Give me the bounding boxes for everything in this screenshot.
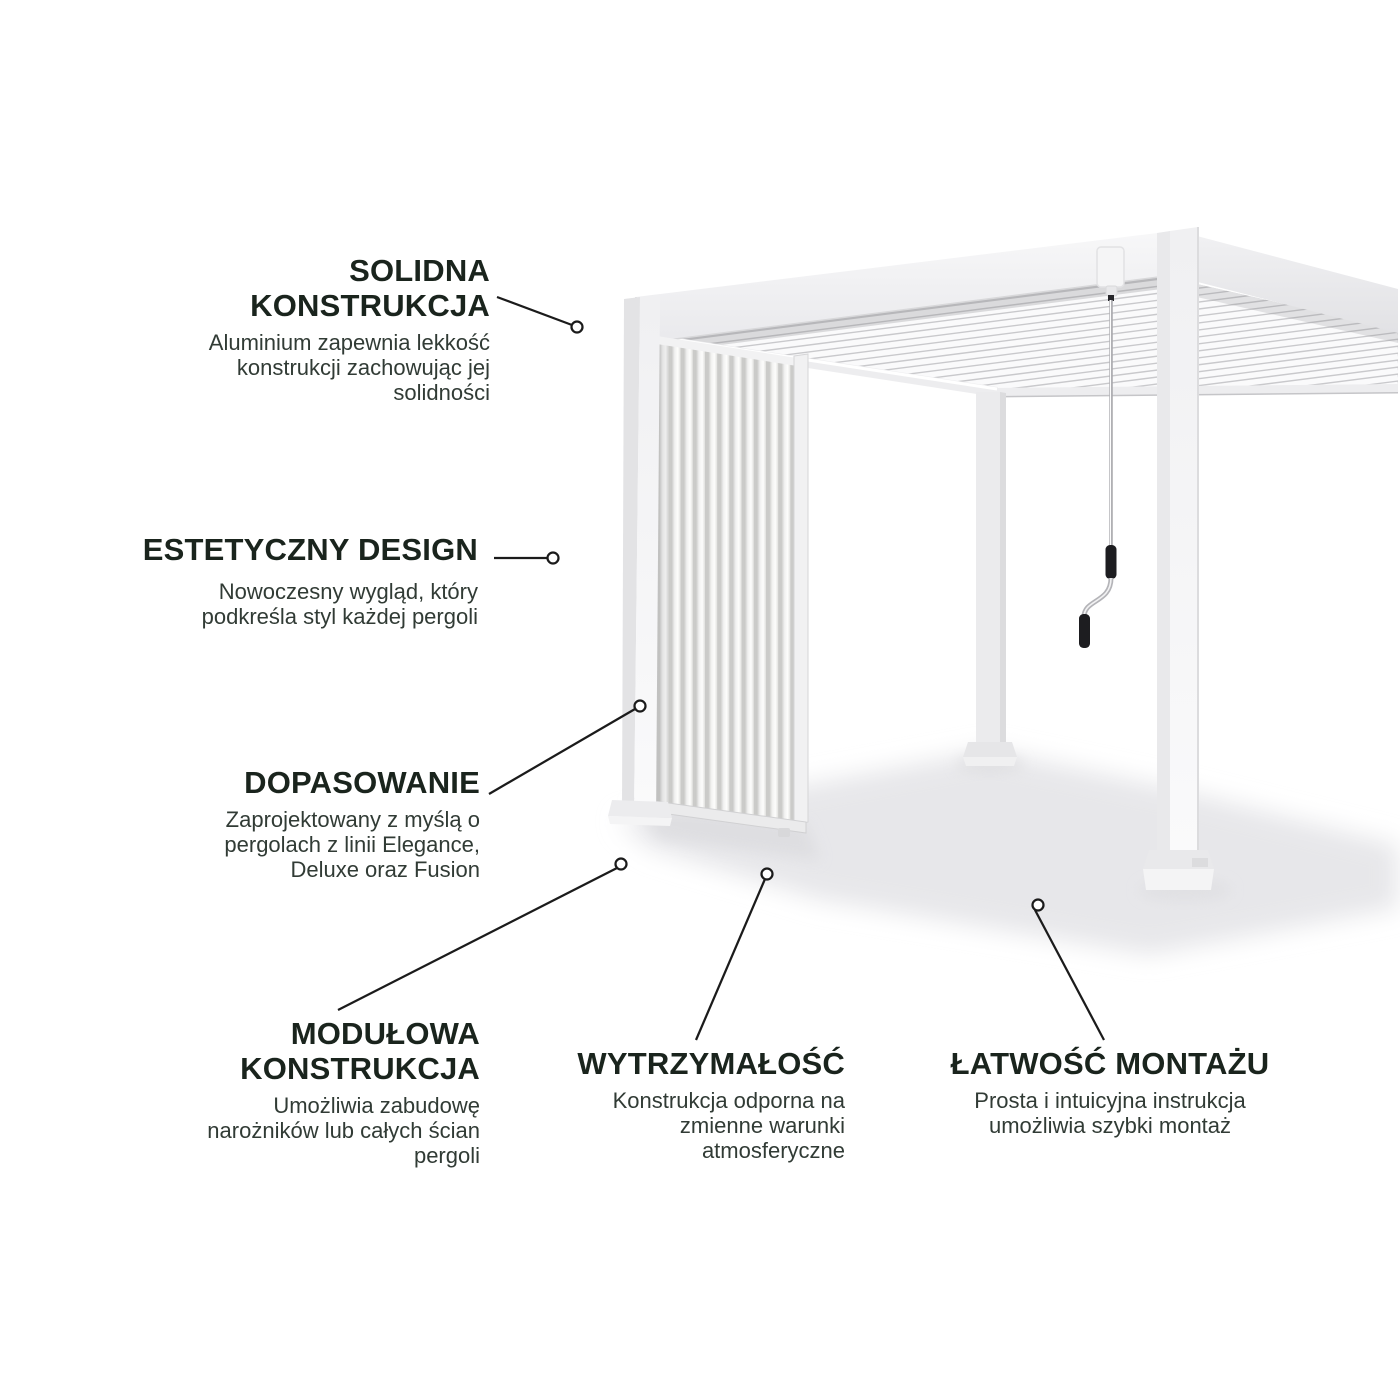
- feature-block-wytrzymalosc: [577, 1046, 845, 1163]
- feature-description-line: pergolach z linii Elegance,: [224, 832, 480, 857]
- feature-heading-line: SOLIDNA: [349, 253, 490, 288]
- feature-description: [207, 1093, 480, 1168]
- leader-dot-wytrzymalosc: [762, 869, 773, 880]
- feature-description-line: atmosferyczne: [701, 1138, 845, 1163]
- leader-dot-solidna: [572, 322, 583, 333]
- crank-grip-lower: [1079, 614, 1090, 648]
- feature-description-line: Zaprojektowany z myślą o: [225, 807, 480, 832]
- feature-heading: [143, 532, 478, 567]
- feature-description-line: pergoli: [413, 1143, 480, 1168]
- feature-heading: [209, 253, 490, 323]
- feature-heading-line: DOPASOWANIE: [244, 765, 480, 800]
- feature-heading-line: ESTETYCZNY DESIGN: [142, 532, 478, 567]
- leader-dot-dopasowanie: [635, 701, 646, 712]
- feature-heading-line: MODUŁOWA: [290, 1016, 480, 1051]
- feature-block-dopasowanie: [224, 765, 480, 882]
- crank-mount-tab: [1106, 286, 1117, 296]
- crank-arm: [1084, 578, 1111, 617]
- front-right-post-base-lip: [1143, 869, 1214, 890]
- feature-description-line: solidności: [393, 380, 490, 405]
- crank-grip-upper: [1106, 545, 1117, 579]
- slat-wall-foot-right: [778, 828, 790, 837]
- feature-block-modulowa-konstrukcja: [207, 1016, 480, 1168]
- feature-description: [143, 579, 478, 629]
- leader-dot-latwosc: [1033, 900, 1044, 911]
- feature-description-line: Nowoczesny wygląd, który: [218, 579, 478, 604]
- feature-heading-line: WYTRZYMAŁOŚĆ: [577, 1046, 845, 1081]
- feature-description-line: konstrukcji zachowując jej: [236, 355, 490, 380]
- feature-heading: [929, 1046, 1291, 1081]
- feature-description-line: Prosta i intuicyjna instrukcja: [974, 1088, 1246, 1113]
- rear-post: [963, 392, 1017, 766]
- rear-post-side-face: [1000, 392, 1006, 748]
- feature-description-line: narożników lub całych ścian: [207, 1118, 480, 1143]
- leader-dot-modulowa: [616, 859, 627, 870]
- rear-post-base: [963, 742, 1017, 757]
- leader-dot-estetyczny: [548, 553, 559, 564]
- feature-heading: [224, 765, 480, 800]
- front-right-post-side-face: [1157, 231, 1170, 860]
- feature-description: [224, 807, 480, 882]
- crank-mount: [1097, 247, 1124, 287]
- feature-description-line: Deluxe oraz Fusion: [290, 857, 480, 882]
- feature-description: [209, 330, 490, 405]
- feature-heading: [577, 1046, 845, 1081]
- front-left-post-base: [608, 800, 672, 818]
- feature-description-line: umożliwia szybki montaż: [988, 1113, 1232, 1138]
- leader-line-dopasowanie: [489, 709, 635, 794]
- rear-post-base-lip: [963, 757, 1017, 766]
- feature-description: [577, 1088, 845, 1163]
- front-right-post-base-notch: [1192, 858, 1208, 867]
- slat-wall-right-frame: [794, 354, 808, 826]
- leader-line-wytrzymalosc: [696, 879, 765, 1040]
- feature-description-line: Umożliwia zabudowę: [273, 1093, 480, 1118]
- feature-description-line: podkreśla styl każdej pergoli: [201, 604, 478, 629]
- feature-description: [929, 1088, 1291, 1138]
- feature-block-solidna-konstrukcja: [209, 253, 490, 405]
- feature-block-estetyczny-design: [143, 532, 478, 629]
- feature-description-line: Konstrukcja odporna na: [612, 1088, 845, 1113]
- feature-block-latwosc-montazu: [929, 1046, 1291, 1138]
- feature-heading-line: ŁATWOŚĆ MONTAŻU: [950, 1046, 1270, 1081]
- leader-line-solidna: [497, 297, 572, 325]
- feature-heading-line: KONSTRUKCJA: [240, 1051, 480, 1086]
- feature-description-line: Aluminium zapewnia lekkość: [208, 330, 490, 355]
- feature-description-line: zmienne warunki: [679, 1113, 845, 1138]
- leader-line-modulowa: [338, 868, 617, 1010]
- feature-heading: [207, 1016, 480, 1086]
- feature-heading-line: KONSTRUKCJA: [250, 288, 490, 323]
- front-right-post-front-face: [1170, 227, 1198, 864]
- rear-post-front-face: [976, 392, 1000, 748]
